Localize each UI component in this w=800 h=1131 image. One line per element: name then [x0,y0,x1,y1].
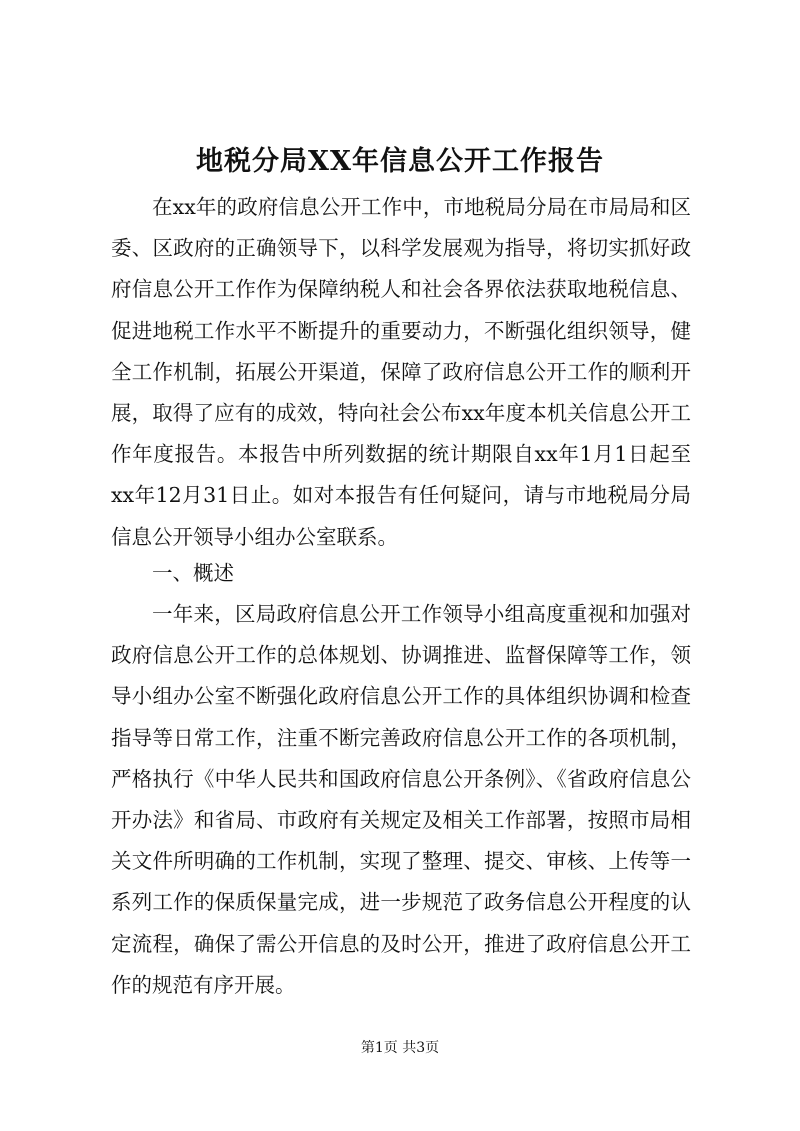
page-title: 地税分局XX年信息公开工作报告 [196,146,604,177]
intro-paragraph: 在xx年的政府信息公开工作中，市地税局分局在市局局和区委、区政府的正确领导下，以科学发展观为指导，将切实抓好政府信息公开工作作为保障纳税人和社会各界依法获取地税信息、促进地税工作水平不断提升的重要动力，不断强化组织领导，健全工作机制，拓展公开渠道，保障了政府信息公开工作的顺利开展，取得了应有的成效，特向社会公布xx年度本机关信息公开工作年度报告。本报告中所列数据的统计期限自xx年1月1日起至xx年12月31日止。如对本报告有任何疑问，请与市地税局分局信息公开领导小组办公室联系。 [111,195,691,549]
section-heading: 一、概述 [152,561,234,585]
overview-paragraph: 一年来，区局政府信息公开工作领导小组高度重视和加强对政府信息公开工作的总体规划、协调推进、监督保障等工作，领导小组办公室不断强化政府信息公开工作的具体组织协调和检查指导等日常工作，注重不断完善政府信息公开工作的各项机制，严格执行《中华人民共和国政府信息公开条例》、《省政府信息公开办法》和省局、市政府有关规定及相关工作部署，按照市局相关文件所明确的工作机制，实现了整理、提交、审核、上传等一系列工作的保质保量完成，进一步规范了政务信息公开程度的认定流程，确保了需公开信息的及时公开，推进了政府信息公开工作的规范有序开展。 [111,602,691,997]
page-number: 第1页 共3页 [360,1040,440,1056]
